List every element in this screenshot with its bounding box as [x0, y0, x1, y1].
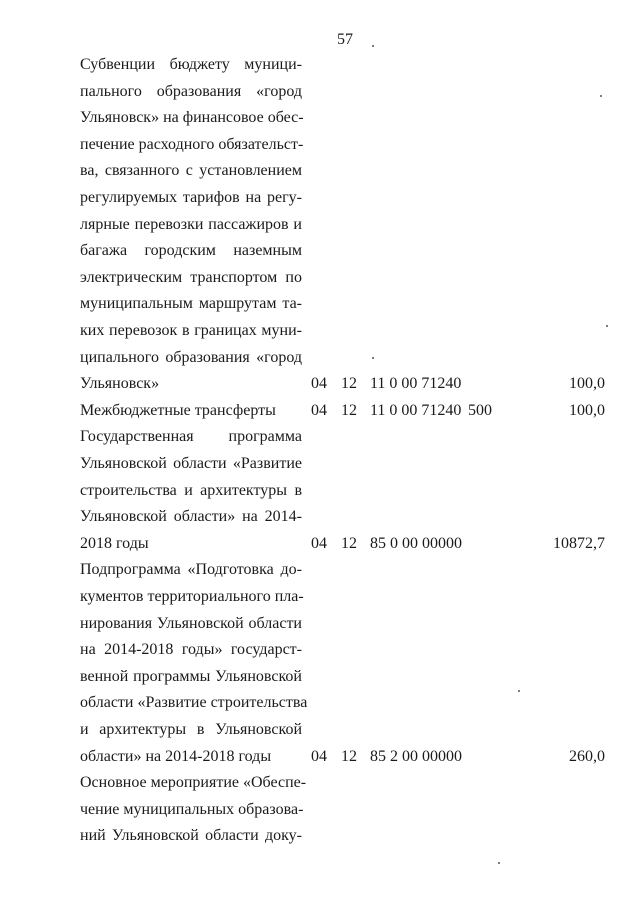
- section-code: 04: [311, 401, 327, 419]
- description-line: Субвенции бюджету муници-: [80, 56, 302, 73]
- target-article-code: 85 2 00 00000: [370, 747, 462, 765]
- description-line: на 2014-2018 годы» государст-: [80, 641, 302, 659]
- section-code: 04: [311, 747, 327, 765]
- row-description: [80, 398, 302, 425]
- description-line: ва, связанного с установлением: [80, 162, 302, 180]
- amount: 100,0: [569, 375, 605, 393]
- description-line: и архитектуры в Ульяновской: [80, 720, 302, 738]
- description-line: муниципальным маршрутам та-: [80, 295, 302, 313]
- description-line: венной программы Ульяновской: [80, 667, 302, 685]
- row-description: [80, 557, 308, 770]
- description-line: строительства и архитектуры в: [80, 481, 302, 499]
- scan-speck: [372, 45, 374, 47]
- subsection-code: 12: [341, 747, 357, 765]
- section-code: 04: [311, 534, 327, 552]
- section-code: 04: [311, 375, 327, 393]
- description-line: Ульяновск»: [80, 375, 160, 393]
- row-description: [80, 770, 307, 850]
- expense-type-code: 500: [468, 401, 492, 419]
- scan-speck: [518, 690, 520, 692]
- description-line: чение муниципальных образова-: [80, 800, 304, 818]
- target-article-code: 11 0 00 71240: [370, 375, 462, 393]
- scan-speck: [606, 325, 608, 327]
- description-line: Подпрограмма «Подготовка до-: [80, 561, 302, 579]
- description-line: Государственная программа: [80, 428, 302, 446]
- subsection-code: 12: [341, 375, 357, 393]
- description-line: лярные перевозки пассажиров и: [80, 215, 302, 233]
- description-line: Основное мероприятие «Обеспе-: [80, 774, 307, 792]
- description-line: нирования Ульяновской области: [80, 614, 302, 632]
- description-line: регулируемых тарифов на регу-: [80, 188, 302, 206]
- scan-speck: [498, 862, 500, 864]
- row-description: [80, 424, 302, 557]
- amount: 10872,7: [553, 534, 605, 552]
- description-line: области» на 2014-2018 годы: [80, 747, 272, 765]
- row-description: [80, 52, 302, 398]
- description-line: ципального образования «город: [80, 348, 302, 366]
- description-line: кументов территориального пла-: [80, 587, 304, 605]
- description-line: Межбюджетные трансферты: [80, 401, 276, 419]
- description-line: ких перевозок в границах муни-: [80, 321, 302, 339]
- description-line: области «Развитие строительства: [80, 694, 308, 712]
- description-line: Ульяновской области «Развитие: [80, 454, 302, 472]
- subsection-code: 12: [341, 401, 357, 419]
- description-line: печение расходного обязательст-: [80, 135, 304, 153]
- amount: 100,0: [569, 401, 605, 419]
- description-line: Ульяновск» на финансовое обес-: [80, 109, 304, 127]
- description-line: Ульяновской области» на 2014-: [80, 508, 302, 526]
- description-line: электрическим транспортом по: [80, 268, 302, 286]
- description-line: 2018 годы: [80, 534, 149, 552]
- target-article-code: 85 0 00 00000: [370, 534, 462, 552]
- amount: 260,0: [569, 747, 605, 765]
- description-line: ний Ульяновской области доку-: [80, 827, 302, 845]
- scan-speck: [600, 95, 602, 97]
- description-line: пального образования «город: [80, 82, 302, 100]
- scan-speck: [372, 357, 374, 359]
- description-line: багажа городским наземным: [80, 242, 302, 260]
- subsection-code: 12: [341, 534, 357, 552]
- page-number: 57: [337, 31, 353, 48]
- target-article-code: 11 0 00 71240: [370, 401, 462, 419]
